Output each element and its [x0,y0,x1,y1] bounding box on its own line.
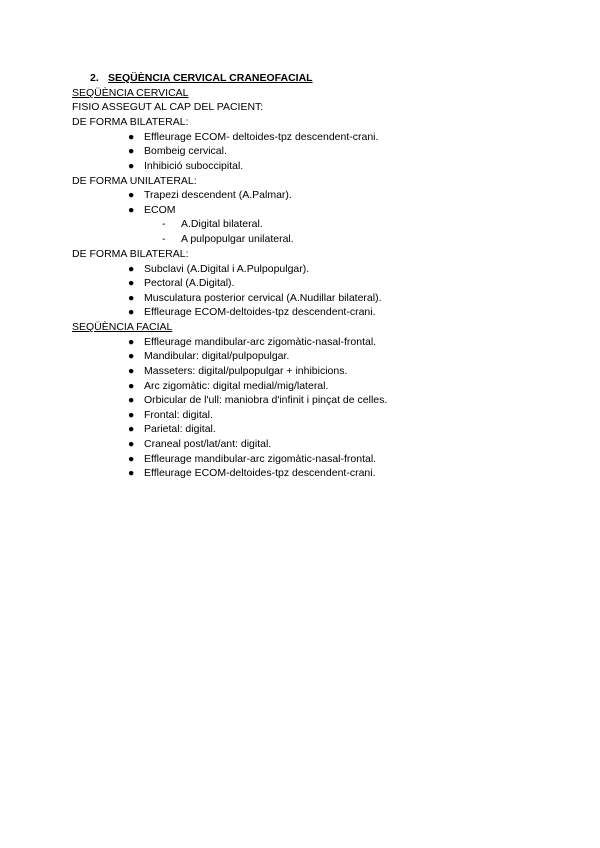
section-title [90,72,313,85]
bullet-icon: ● [128,438,135,450]
facial-heading: SEQÜÈNCIA FACIAL [72,321,173,333]
cervical-heading: SEQÜÈNCIA CERVICAL [72,87,189,99]
section-title-text: SEQÜÈNCIA CERVICAL CRANEOFACIAL [108,72,313,84]
bullet-icon: ● [128,189,135,201]
bullet-icon: ● [128,453,135,465]
bullet-icon: ● [128,292,135,304]
group2-label: DE FORMA UNILATERAL: [72,175,197,187]
bullet-icon: ● [128,336,135,348]
bullet-icon: ● [128,145,135,157]
bullet-icon: ● [128,350,135,362]
bullet-icon: ● [128,423,135,435]
bullet-icon: ● [128,204,135,216]
bullet-icon: ● [128,394,135,406]
bullet-icon: ● [128,409,135,421]
bullet-icon: ● [128,306,135,318]
cervical-subheading: FISIO ASSEGUT AL CAP DEL PACIENT: [72,101,264,113]
bullet-icon: ● [128,131,135,143]
dash-icon: - [162,218,166,230]
document-page: 2. SEQÜÈNCIA CERVICAL CRANEOFACIAL SEQÜÈNCIA CERVICAL FISIO ASSEGUT AL CAP DEL PACIENT: DE FORMA BILATERAL: ● Effleurage ECOM- deltoides-tpz descendent-crani. ● Bombeig cervical. ● Inhibició suboccipital. DE FORMA UNILATERAL: ● Trapezi descendent (A.Palmar). ● ECOM - A.Digital bilateral. - A pulpopulgar unilateral. DE FORMA BILATERAL: ● Subclavi (A.Digital i A.Pulpopulgar). ● Pectoral (A.Digital). ● Musculatura posterior cervical (A.Nudillar bilateral). ● Effleurage ECOM-deltoides-tpz descendent-crani. SEQÜÈNCIA FACIAL ● Effleurage mandibular-arc zigomàtic-nasal-frontal. ● Mandibular: digital/pulpopulgar. ● Masseters: digital/pulpopulgar + inhibicions. ● Arc zigomàtic: digital medial/mig/lateral. ● Orbicular de l'ull: maniobra d'infinit i pinçat de celles. ● Frontal: digital. ● Parietal: digital. ● Craneal post/lat/ant: digital. ● Effleurage mandibular-arc zigomàtic-nasal-frontal. ● Effleurage ECOM-deltoides-tpz descendent-crani. [72,72,388,479]
bullet-icon: ● [128,365,135,377]
group3-label: DE FORMA BILATERAL: [72,248,189,260]
bullet-icon: ● [128,467,135,479]
bullet-icon: ● [128,277,135,289]
section-number: 2. [90,72,99,84]
bullet-icon: ● [128,263,135,275]
bullet-icon: ● [128,160,135,172]
group1-label: DE FORMA BILATERAL: [72,116,189,128]
bullet-icon: ● [128,380,135,392]
dash-icon: - [162,233,166,245]
